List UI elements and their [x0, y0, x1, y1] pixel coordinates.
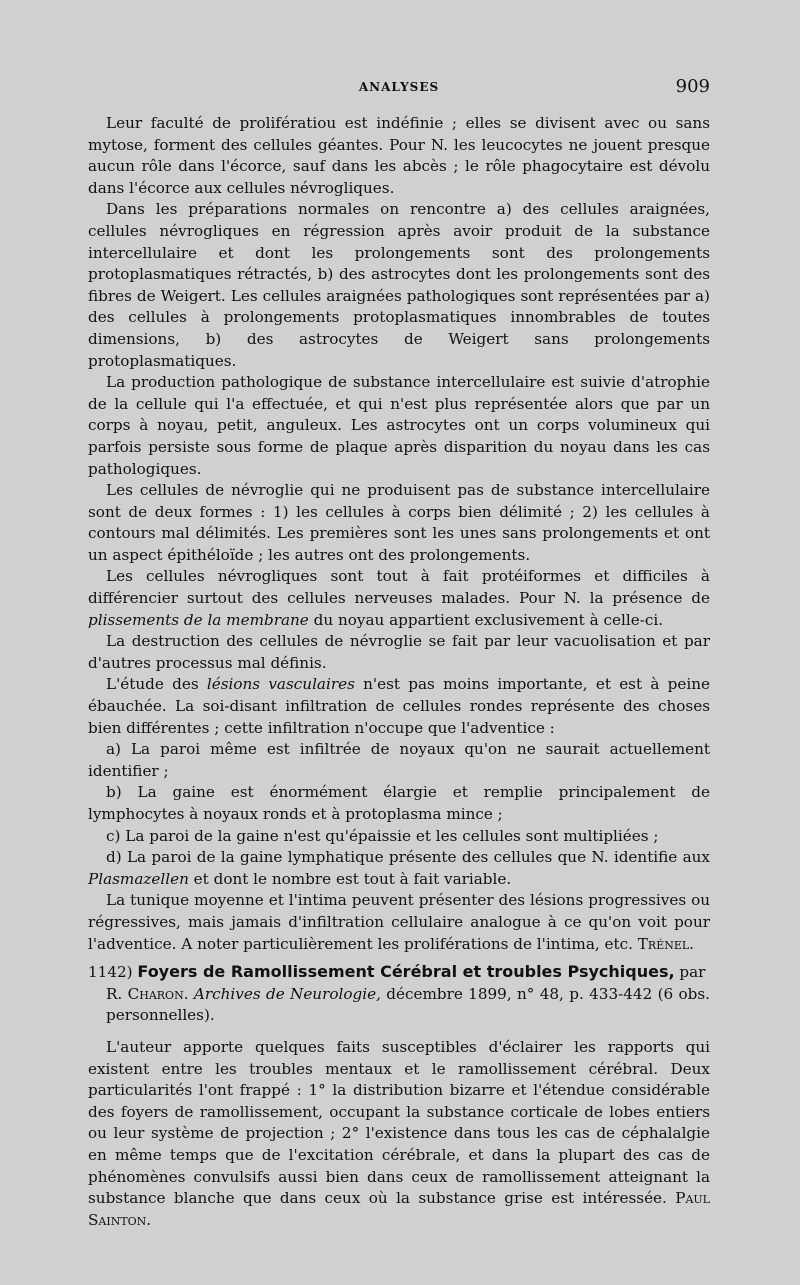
- list-item: a) La paroi même est infiltrée de noyaux qu'on ne saurait actuellement identifier ;: [88, 740, 710, 780]
- page-number: 909: [675, 76, 710, 97]
- italic-term: Plasmazellen: [88, 869, 189, 888]
- italic-term: plissements de la membrane: [88, 610, 309, 629]
- article-author: R. Charon.: [106, 984, 189, 1003]
- article-journal: Archives de Neurologie,: [193, 984, 381, 1003]
- list-item-text: d) La paroi de la gaine lymphatique présente des cellules que N. identifie aux: [106, 848, 710, 867]
- paragraph-text: La tunique moyenne et l'intima peuvent présenter des lésions progressives ou régressives, mais jamais d'infiltration cellulaire analogue à ce qu'on voit pour l'adventice. A noter particulièrement les proliférations de l'intima, etc.: [88, 891, 710, 953]
- paragraph: Leur faculté de prolifératiou est indéfinie ; elles se divisent avec ou sans mytose, forment des cellules géantes. Pour N. les leucocytes ne jouent presque aucun rôle dans l'écorce, sauf dans les abcès ; le rôle phagocytaire est dévolu dans l'écorce aux cellules névrogliques.: [88, 114, 710, 197]
- paragraph: [88, 890, 710, 955]
- list-item-text: et dont le nombre est tout à fait variable.: [188, 869, 512, 888]
- article-details: décembre 1899, n° 48, p. 433-442 (6 obs. personnelles).: [106, 984, 711, 1025]
- paragraph-text: du noyau appartient exclusivement à celle-ci.: [308, 610, 664, 629]
- page-header: [88, 76, 710, 100]
- article-signature: Paul Sainton.: [88, 1189, 710, 1229]
- paragraph: La destruction des cellules de névroglie se fait par leur vacuolisation et par d'autres processus mal définis.: [88, 632, 710, 672]
- page-body: [88, 113, 710, 1231]
- paragraph-text: L'auteur apporte quelques faits susceptibles d'éclairer les rapports qui existent entre les troubles mentaux et le ramollissement cérébral. Deux particularités l'ont frappé : 1° la distribution bizarre et l'étendue considérable des foyers de ramollissement, occupant la substance corticale de lobes entiers ou leur système de projection ; 2° l'existence dans tous les cas de céphalalgie en même temps que de l'excitation cérébrale, et dans la plupart des cas de phénomènes convulsifs aussi bien dans ceux de ramollissement atteignant la substance blanche que dans ceux où la substance grise est intéressée.: [88, 1037, 710, 1208]
- paragraph: [88, 674, 710, 739]
- paragraph-text: Les cellules névrogliques sont tout à fait protéiformes et difficiles à différencier surtout des cellules nerveuses malades. Pour N. la présence de: [88, 567, 710, 608]
- paragraph: La production pathologique de substance intercellulaire est suivie d'atrophie de la cellule qui l'a effectuée, et qui n'est plus représentée alors que par un corps à noyau, petit, anguleux. Les astrocytes ont un corps volumineux qui parfois persiste sous forme de plaque après disparition du noyau dans les cas pathologiques.: [88, 373, 710, 478]
- italic-term: lésions vasculaires: [206, 675, 355, 694]
- article-title: Foyers de Ramollissement Cérébral et troubles Psychiques,: [137, 962, 675, 982]
- signature: Trénel.: [637, 934, 695, 953]
- paragraph: Les cellules de névroglie qui ne produisent pas de substance intercellulaire sont de deux formes : 1) les cellules à corps bien délimité ; 2) les cellules à contours mal délimités. Les premières sont les unes sans prolongements et ont un aspect épithéloïde ; les autres ont des prolongements.: [88, 481, 710, 564]
- article-reference: [88, 984, 710, 1027]
- paragraph: [88, 566, 710, 631]
- paragraph-text: L'étude des: [106, 675, 207, 694]
- list-item: c) La paroi de la gaine n'est qu'épaissie et les cellules sont multipliées ;: [106, 826, 659, 845]
- paragraph: Dans les préparations normales on rencontre a) des cellules araignées, cellules névrogliques en régression après avoir produit de la substance intercellulaire et dont les prolongements sont des prolongements protoplasmatiques rétractés, b) des astrocytes dont les prolongements sont des fibres de Weigert. Les cellules araignées pathologiques sont représentées par a) des cellules à prolongements protoplasmatiques innombrables de toutes dimensions, b) des astrocytes de Weigert sans prolongements protoplasmatiques.: [88, 200, 710, 370]
- paragraph-text: n'est pas moins importante, et est à peine ébauchée. La soi-disant infiltration de cellules rondes représente des choses bien différentes ; cette infiltration n'occupe que l'adventice :: [88, 675, 710, 737]
- running-title: ANALYSES: [358, 80, 440, 94]
- article-heading: [88, 961, 710, 1027]
- article-number: 1142): [88, 963, 133, 982]
- article-by: par: [679, 963, 706, 982]
- list-item: b) La gaine est énormément élargie et remplie principalement de lymphocytes à noyaux ronds et à protoplasma mince ;: [88, 783, 710, 823]
- list-item: [88, 847, 710, 890]
- article-body: [88, 1037, 710, 1231]
